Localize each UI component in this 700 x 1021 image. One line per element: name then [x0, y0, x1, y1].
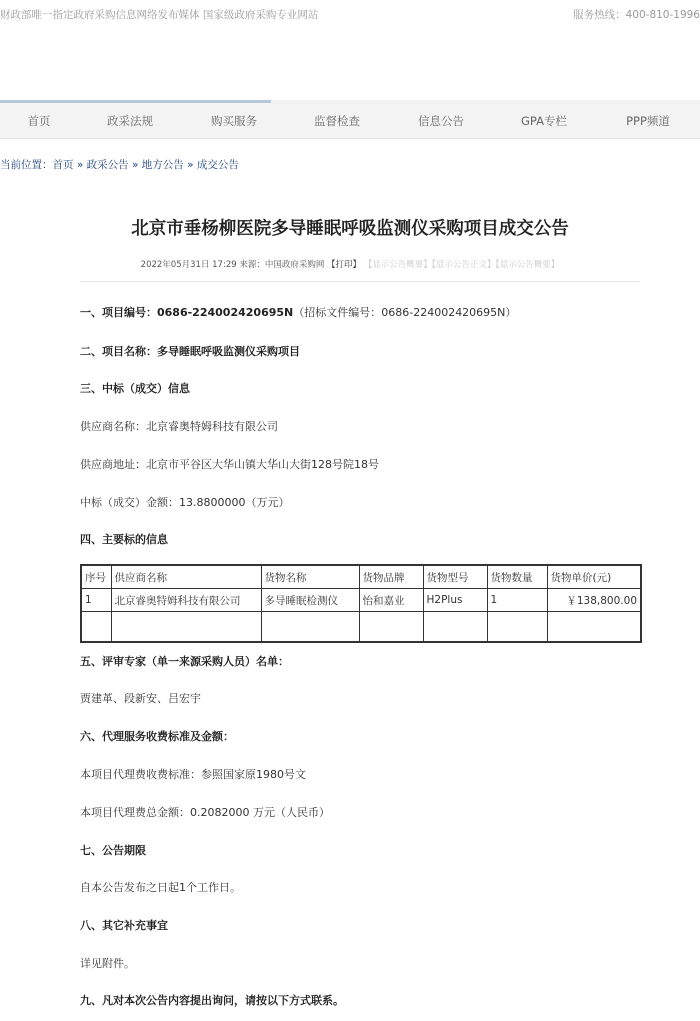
show-body-link[interactable]: 【显示公告正文】: [431, 260, 496, 270]
breadcrumb-local-notices[interactable]: 地方公告: [141, 159, 184, 171]
page-title: 北京市垂杨柳医院多导睡眠呼吸监测仪采购项目成交公告: [131, 219, 569, 239]
service-hotline: 服务热线：400-810-1996: [573, 9, 700, 21]
empty-cell: [423, 612, 487, 643]
empty-cell: [359, 612, 423, 643]
fee-standard: 本项目代理费收费标准：参照国家原1980号文: [80, 768, 306, 781]
table-header-cell: 货物品牌: [359, 565, 423, 589]
supplier-address: 供应商地址：北京市平谷区大华山镇大华山大街128号院18号: [80, 458, 379, 471]
breadcrumb-home[interactable]: 首页: [52, 159, 74, 171]
table-row: [81, 589, 641, 612]
table-cell-brand: 怡和嘉业: [359, 589, 423, 612]
table-header-cell: 货物型号: [423, 565, 487, 589]
nav-supervision[interactable]: 监督检查: [314, 114, 360, 128]
table-cell-supplier: 北京睿奥特姆科技有限公司: [111, 589, 261, 612]
table-header-cell: 货物名称: [261, 565, 359, 589]
nav-home[interactable]: 首页: [27, 114, 51, 128]
empty-cell: [81, 612, 111, 643]
site-slogan: 财政部唯一指定政府采购信息网络发布媒体 国家级政府采购专业网站: [0, 9, 319, 21]
title-divider: [80, 281, 640, 282]
breadcrumb-separator: »: [76, 159, 84, 171]
section-contact: 九、凡对本次公告内容提出询问，请按以下方式联系。: [80, 994, 344, 1007]
breadcrumb-separator: »: [187, 159, 194, 171]
section-experts: 五、评审专家（单一来源采购人员）名单：: [80, 655, 289, 668]
section-award-info: 三、中标（成交）信息: [80, 382, 190, 395]
other-matters: 详见附件。: [80, 957, 135, 970]
table-row-empty: [81, 612, 641, 643]
breadcrumb-deal-notices[interactable]: 成交公告: [196, 159, 239, 171]
experts-list: 贾建革、段新安、吕宏宇: [80, 692, 201, 705]
breadcrumb: [0, 157, 239, 172]
goods-table: [80, 564, 642, 643]
nav-ppp[interactable]: PPP频道: [626, 114, 670, 128]
table-header-cell: 货物数量: [487, 565, 547, 589]
table-cell-quantity: 1: [487, 589, 547, 612]
section-other-matters: 八、其它补充事宜: [80, 919, 168, 932]
section-notice-period: 七、公告期限: [80, 844, 146, 857]
main-nav: [0, 100, 700, 139]
empty-cell: [111, 612, 261, 643]
project-number-label: 一、项目编号：0686-224002420695N: [80, 306, 294, 319]
breadcrumb-separator: »: [131, 159, 139, 171]
table-cell-model: H2Plus: [423, 589, 487, 612]
breadcrumb-procurement-notices[interactable]: 政采公告: [86, 159, 129, 171]
empty-cell: [487, 612, 547, 643]
tender-doc-number: （招标文件编号：0686-224002420695N）: [293, 306, 517, 319]
fee-total: 本项目代理费总金额：0.2082000 万元（人民币）: [80, 806, 330, 819]
table-header-row: [81, 565, 641, 589]
empty-cell: [261, 612, 359, 643]
article-meta: [0, 258, 700, 270]
show-summary-link-2[interactable]: 【显示公告概要】: [495, 260, 560, 270]
show-summary-link[interactable]: 【显示公告概要】: [363, 260, 432, 270]
table-cell-goods-name: 多导睡眠检测仪: [261, 589, 359, 612]
table-header-cell: 货物单价(元): [547, 565, 641, 589]
section-project-number: [80, 304, 516, 320]
top-info-bar: [0, 0, 700, 26]
supplier-name: 供应商名称：北京睿奥特姆科技有限公司: [80, 420, 278, 433]
section-agency-fee: 六、代理服务收费标准及金额：: [80, 730, 234, 743]
publish-info: 2022年05月31日 17:29 来源：中国政府采购网: [140, 260, 325, 270]
table-cell-index: 1: [81, 589, 111, 612]
nav-announcements[interactable]: 信息公告: [418, 114, 464, 128]
section-main-items: 四、主要标的信息: [80, 533, 168, 546]
section-project-name: 二、项目名称：多导睡眠呼吸监测仪采购项目: [80, 345, 300, 358]
print-link[interactable]: 【打印】: [327, 260, 362, 270]
empty-cell: [547, 612, 641, 643]
nav-purchase-services[interactable]: 购买服务: [211, 114, 257, 128]
nav-regulations[interactable]: 政采法规: [107, 114, 153, 128]
award-amount: 中标（成交）金额：13.8800000（万元）: [80, 496, 290, 509]
breadcrumb-prefix: 当前位置：: [0, 159, 53, 171]
table-header-cell: 序号: [81, 565, 111, 589]
table-header-cell: 供应商名称: [111, 565, 261, 589]
table-cell-unit-price: ￥138,800.00: [547, 589, 641, 612]
nav-gpa[interactable]: GPA专栏: [521, 114, 567, 128]
notice-period: 自本公告发布之日起1个工作日。: [80, 881, 241, 894]
